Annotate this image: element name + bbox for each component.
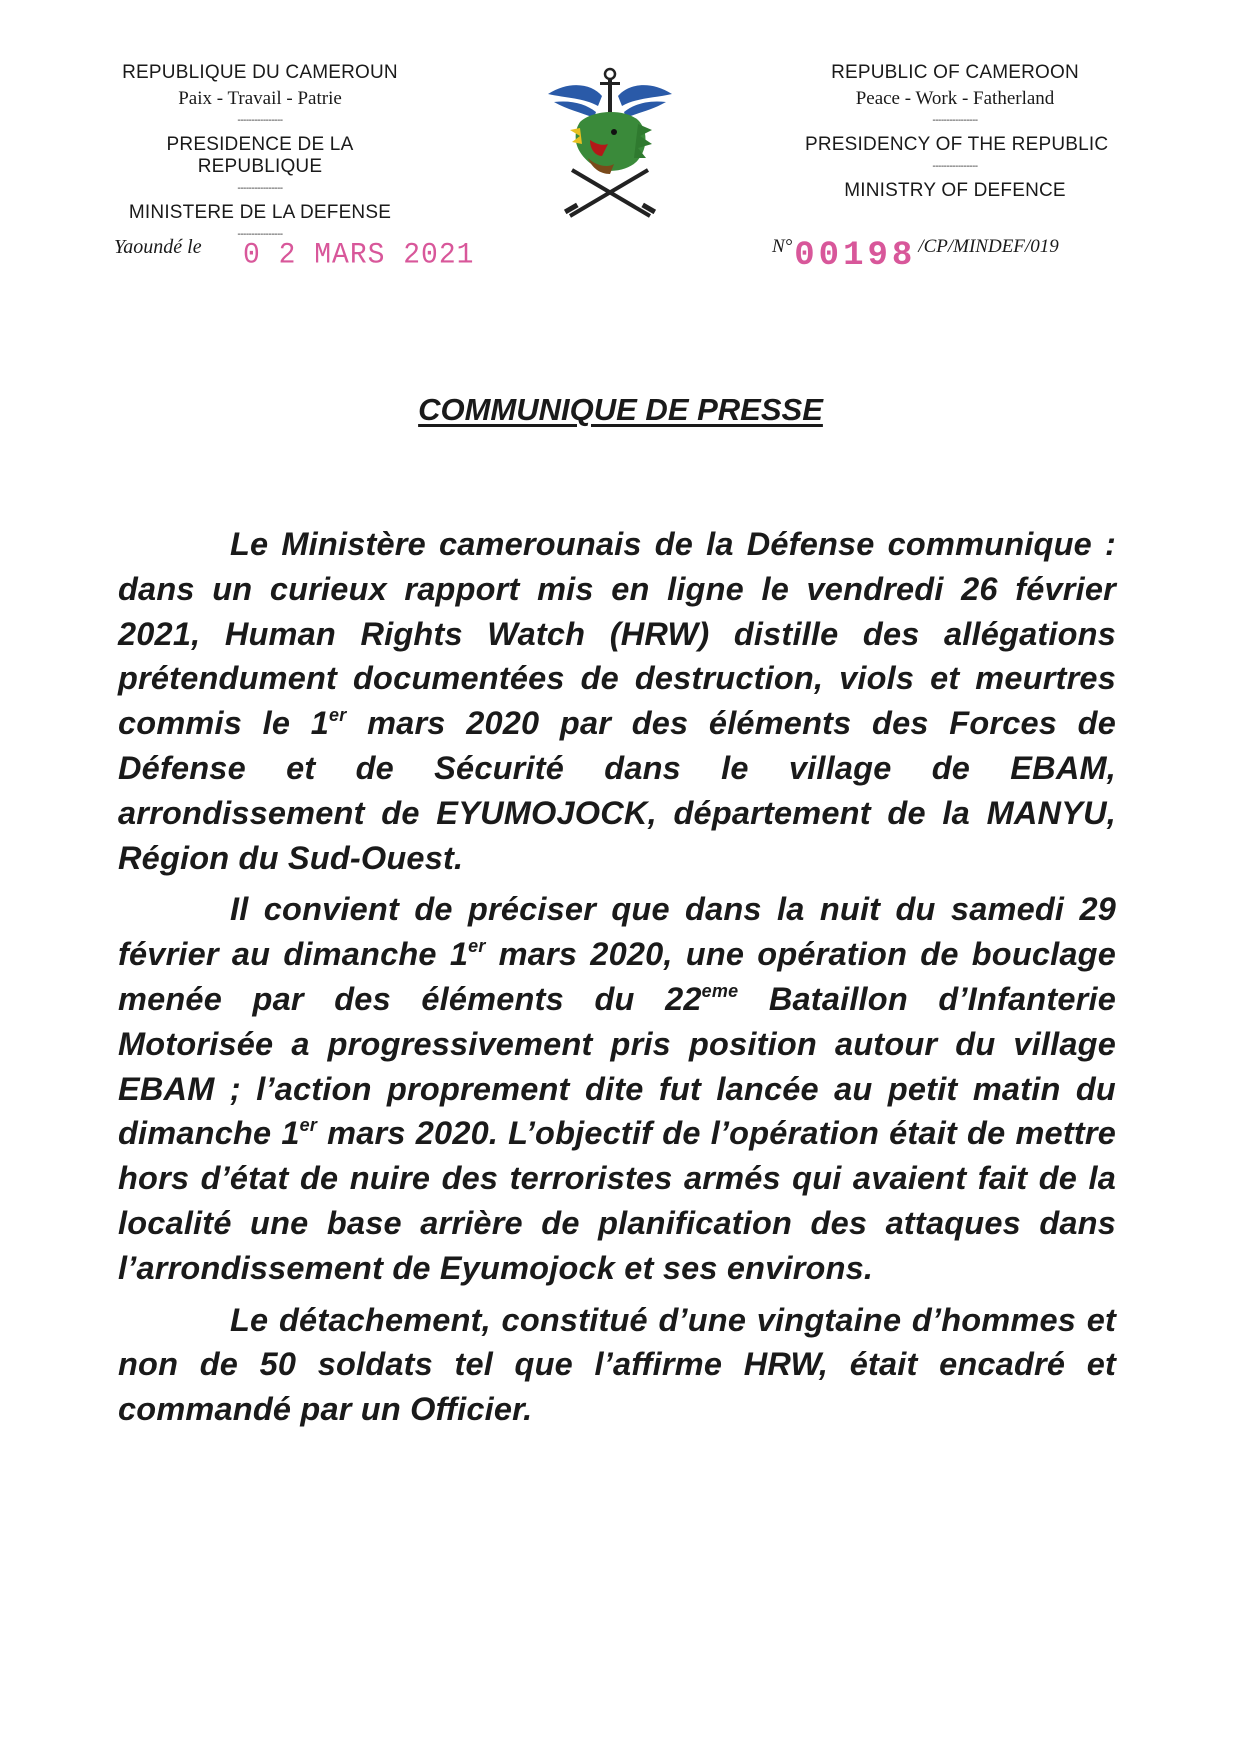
reference-suffix: /CP/MINDEF/019 [918, 236, 1059, 257]
office-en: PRESIDENCY OF THE REPUBLIC [805, 134, 1109, 155]
separator: ---------------- [932, 161, 978, 172]
date-stamp: 0 2 MARS 2021 [243, 239, 475, 272]
paragraph-1-text-a: Le Ministère camerounais de la Défense communique : dans un curieux rapport mis en ligne le vendredi 26 février 2021, Human Rights Watch (HRW) distille des allégations prétendument documentées de destruction, viols et meurtres commis le 1 [118, 526, 1116, 742]
office-fr: PRESIDENCE DE LA REPUBLIQUE [166, 134, 354, 177]
header-right [805, 62, 1109, 202]
superscript: er [299, 1115, 318, 1136]
reference-prefix: N° [772, 236, 793, 257]
paragraph-2-text-d: mars 2020. L’objectif de l’opération était de mettre hors d’état de nuire des terroristes armés qui avaient fait de la localité une base arrière de planification des attaques dans l’arrondissement de Eyumojock et ses environs. [118, 1115, 1116, 1286]
document-title: COMMUNIQUE DE PRESSE [418, 392, 823, 427]
reference-line [772, 236, 1059, 275]
superscript: er [468, 936, 486, 957]
paragraph-1-text-b: mars 2020 par des éléments des Forces de Défense et de Sécurité dans le village de EBAM, arrondissement de EYUMOJOCK, département de la MANYU, Région du Sud-Ouest. [118, 705, 1116, 876]
dateline-label: Yaoundé le [114, 236, 202, 258]
superscript: eme [701, 980, 739, 1001]
separator: ---------------- [237, 115, 283, 126]
document-body [118, 522, 1116, 1439]
motto-en: Peace - Work - Fatherland [855, 88, 1055, 109]
separator: ---------------- [932, 115, 978, 126]
paragraph-2 [118, 887, 1116, 1290]
ministry-of-defence-emblem-icon [540, 66, 680, 222]
superscript: er [329, 705, 347, 726]
country-name-fr: REPUBLIQUE DU CAMEROUN [122, 62, 398, 83]
motto-fr: Paix - Travail - Patrie [178, 88, 342, 109]
document-title-wrapper [0, 392, 1241, 428]
header-left [110, 62, 410, 248]
paragraph-2-text-a: Il convient de préciser que dans la nuit du samedi 29 février au dimanche 1 [118, 891, 1116, 973]
reference-number-stamp: 00198 [794, 237, 917, 275]
ministry-fr: MINISTERE DE LA DEFENSE [128, 202, 392, 223]
paragraph-3: Le détachement, constitué d’une vingtaine d’hommes et non de 50 soldats tel que l’affirme HRW, était encadré et commandé par un Officier. [118, 1301, 1116, 1428]
separator: ---------------- [237, 229, 283, 240]
country-name-en: REPUBLIC OF CAMEROON [831, 62, 1079, 83]
separator: ---------------- [237, 183, 283, 194]
paragraph-2-text-c: Bataillon d’Infanterie Motorisée a progressivement pris position autour du village EBAM ; l’action proprement dite fut lancée au petit matin du dimanche 1 [118, 980, 1116, 1152]
paragraph-1 [118, 522, 1116, 880]
paragraph-2-text-b: mars 2020, une opération de bouclage menée par des éléments du 22 [118, 936, 1117, 1017]
ministry-en: MINISTRY OF DEFENCE [844, 180, 1066, 201]
